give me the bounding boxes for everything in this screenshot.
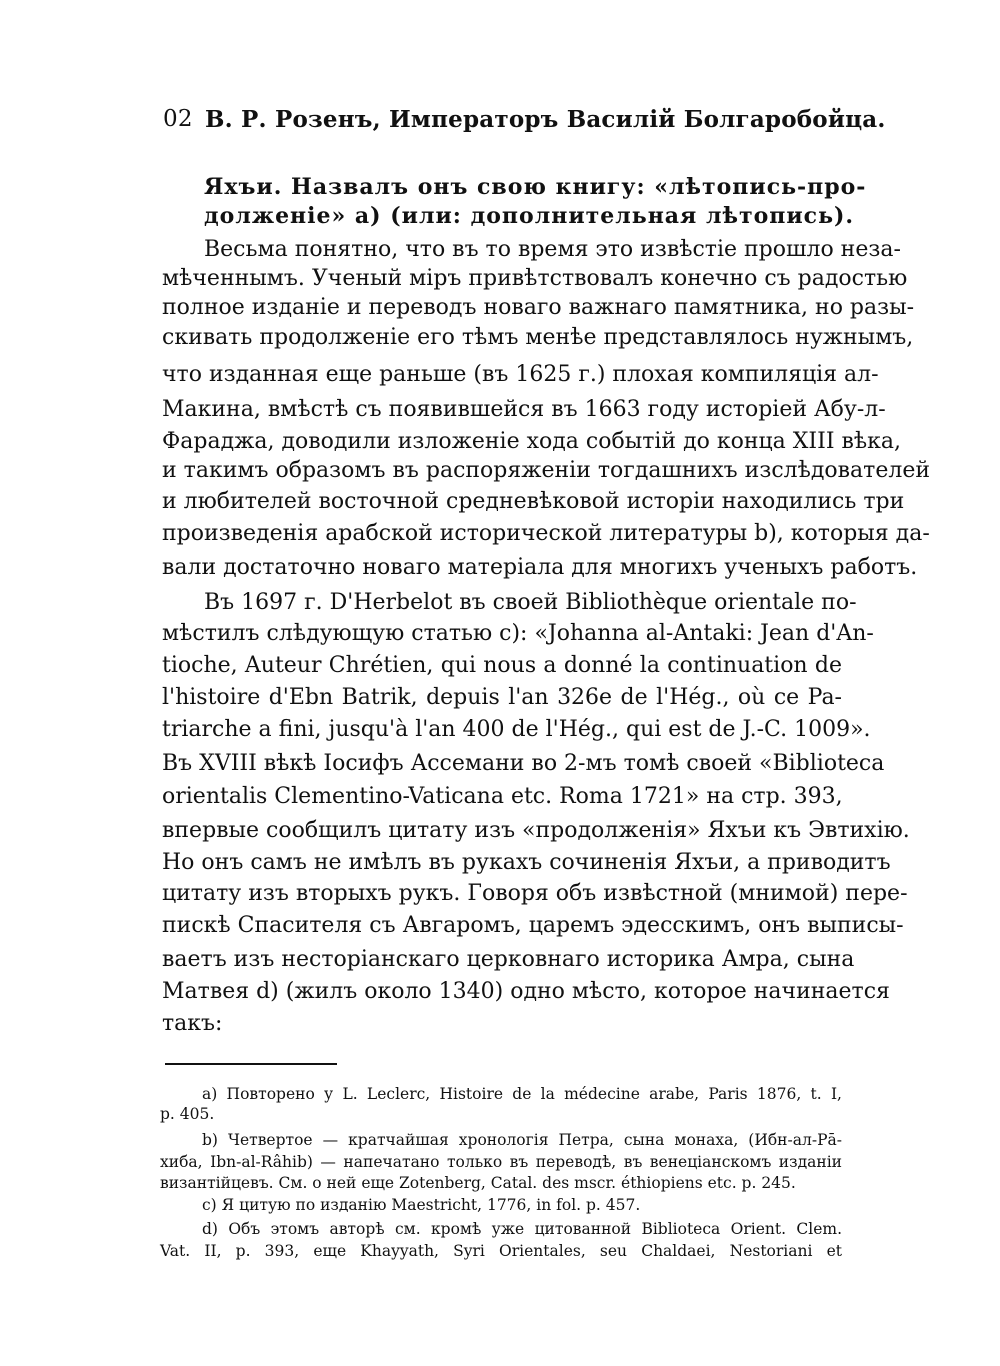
body-line: вали достаточно новаго матеріала для многихъ ученыхъ работъ.: [162, 555, 918, 580]
body-line: ваетъ изъ несторіанскаго церковнаго историка Амра, сына: [162, 947, 855, 972]
body-line: такъ:: [162, 1011, 223, 1036]
footnote-line: византійцевъ. См. о ней еще Zotenberg, Catal. des mscr. éthiopiens etc. p. 245.: [160, 1174, 796, 1192]
body-line: Яхъи. Назвалъ онъ свою книгу: «лѣтопись-про-: [204, 174, 867, 200]
body-line: скивать продолженіе его тѣмъ менѣе представлялось нужнымъ,: [162, 325, 914, 350]
body-line: Весьма понятно, что въ то время это извѣстіе прошло неза-: [204, 237, 901, 262]
footnote-line: p. 405.: [160, 1105, 215, 1123]
footnote-line: a) Повторено у L. Leclerc, Histoire de la médecine arabe, Paris 1876, t. I,: [202, 1085, 842, 1103]
page-number: 02: [163, 106, 193, 132]
body-line: произведенія арабской исторической литературы b), которыя да-: [162, 521, 930, 546]
body-line: полное изданіе и переводъ новаго важнаго памятника, но разы-: [162, 295, 915, 320]
footnote-line: c) Я цитую по изданію Maestricht, 1776, in fol. p. 457.: [202, 1196, 641, 1214]
running-title: В. Р. Розенъ, Императоръ Василій Болгаробойца.: [205, 106, 886, 133]
body-line: triarche a fini, jusqu'à l'an 400 de l'Hég., qui est de J.-C. 1009».: [162, 717, 871, 742]
body-line: orientalis Clementino-Vaticana etc. Roma 1721» на стр. 393,: [162, 784, 843, 809]
body-line: Фараджа, доводили изложеніе хода событій до конца XIII вѣка,: [162, 429, 902, 454]
body-line: Въ 1697 г. D'Herbelot въ своей Bibliothèque orientale по-: [204, 590, 857, 615]
footnote-line: хиба, Ibn-al-Râhib) — напечатано только въ переводѣ, въ венеціанскомъ изданіи: [160, 1153, 842, 1171]
footnote-divider: [165, 1063, 337, 1065]
body-line: что изданная еще раньше (въ 1625 г.) плохая компиляція ал-: [162, 362, 879, 387]
body-line: долженіе» a) (или: дополнительная лѣтопись).: [204, 203, 855, 229]
body-line: l'histoire d'Ebn Batrik, depuis l'an 326e de l'Hég., où ce Pa-: [162, 685, 842, 710]
body-line: и любителей восточной средневѣковой исторіи находились три: [162, 489, 905, 514]
footnote-line: Vat. II, p. 393, еще Khayyath, Syri Orientales, seu Chaldaei, Nestoriani et: [160, 1242, 842, 1260]
page-header: [163, 106, 886, 146]
body-line: Но онъ самъ не имѣлъ въ рукахъ сочиненія Яхъи, а приводитъ: [162, 850, 891, 875]
footnote-line: d) Объ этомъ авторѣ см. кромѣ уже цитованной Biblioteca Orient. Clem.: [202, 1220, 842, 1238]
body-line: tioche, Auteur Chrétien, qui nous a donné la continuation de: [162, 653, 842, 678]
body-line: пискѣ Спасителя съ Авгаромъ, царемъ эдесскимъ, онъ выписы-: [162, 913, 904, 938]
footnote-line: b) Четвертое — кратчайшая хронологія Петра, сына монаха, (Ибн-ал-Рā-: [202, 1131, 842, 1149]
body-line: мѣченнымъ. Ученый міръ привѣтствовалъ конечно съ радостью: [162, 266, 908, 291]
body-line: Макина, вмѣстѣ съ появившейся въ 1663 году исторіей Абу-л-: [162, 397, 886, 422]
body-line: цитату изъ вторыхъ рукъ. Говоря объ извѣстной (мнимой) пере-: [162, 881, 908, 906]
body-line: и такимъ образомъ въ распоряженіи тогдашнихъ изслѣдователей: [162, 458, 931, 483]
body-line: впервые сообщилъ цитату изъ «продолженія» Яхъи къ Эвтихію.: [162, 818, 910, 843]
body-line: мѣстилъ слѣдующую статью c): «Johanna al-Antaki: Jean d'An-: [162, 621, 874, 646]
body-line: Въ XVIII вѣкѣ Іосифъ Ассемани во 2-мъ томѣ своей «Biblioteca: [162, 751, 885, 776]
body-line: Матвея d) (жилъ около 1340) одно мѣсто, которое начинается: [162, 979, 890, 1004]
